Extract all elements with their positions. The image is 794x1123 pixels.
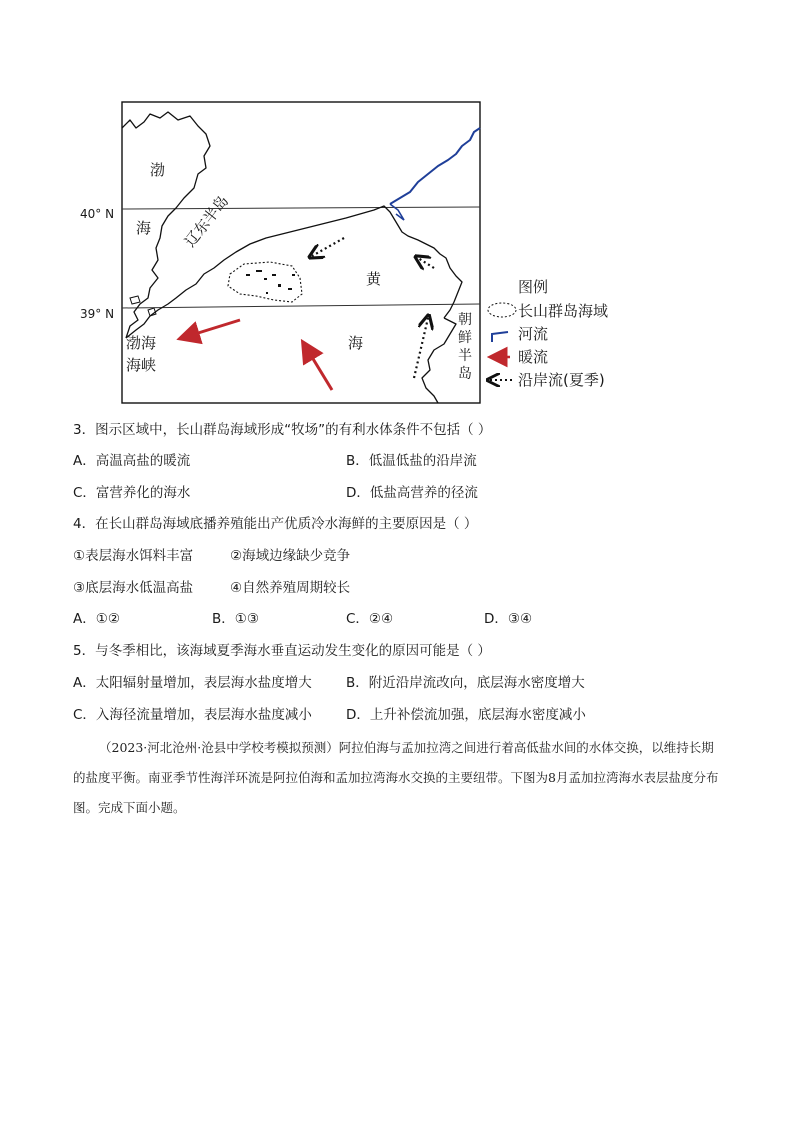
map-figure: [78, 98, 638, 408]
question-4-option-d: D．③④: [484, 611, 533, 627]
legend-item-coastal-current: 沿岸流(夏季): [518, 371, 605, 389]
label-liaodong-peninsula: 辽东半岛: [180, 192, 233, 251]
question-4-statement-1: ①表层海水饵料丰富: [73, 548, 194, 564]
legend-river-icon: [492, 332, 508, 342]
legend-item-river: 河流: [518, 325, 549, 343]
map-frame: [122, 102, 480, 403]
question-4-stem: 4．在长山群岛海域底播养殖能出产优质冷水海鲜的主要原因是（ ）: [73, 516, 478, 532]
legend: [488, 278, 608, 389]
label-bohai-strait-1: 渤海: [126, 334, 157, 352]
question-3-option-a: A．高温高盐的暖流: [73, 453, 191, 469]
question-4-statement-4: ④自然养殖周期较长: [230, 580, 351, 596]
label-bo: 渤: [150, 161, 166, 179]
label-bohai-strait-2: 海峡: [126, 356, 157, 374]
legend-dotted-area-icon: [488, 303, 516, 317]
question-4-option-c: C．②④: [346, 611, 394, 627]
question-3-option-c: C．富营养化的海水: [73, 485, 191, 501]
question-4-statement-2: ②海域边缘缺少竞争: [230, 548, 351, 564]
label-hai: 海: [136, 219, 152, 237]
label-huang: 黄: [366, 270, 382, 288]
legend-title: 图例: [518, 278, 549, 296]
latitude-label-39: 39° N: [80, 307, 115, 321]
question-4-option-a: A．①②: [73, 611, 120, 627]
label-korea-1: 朝: [458, 312, 472, 328]
question-5-stem: 5．与冬季相比，该海域夏季海水垂直运动发生变化的原因可能是（ ）: [73, 643, 491, 659]
question-5-option-a: A．太阳辐射量增加，表层海水盐度增大: [73, 675, 312, 691]
question-5-option-b: B．附近沿岸流改向，底层海水密度增大: [346, 675, 585, 691]
question-4-statement-3: ③底层海水低温高盐: [73, 580, 194, 596]
question-3-option-b: B．低温低盐的沿岸流: [346, 453, 477, 469]
question-5-option-c: C．入海径流量增加，表层海水盐度减小: [73, 707, 312, 723]
question-3-stem: 3．图示区域中，长山群岛海域形成“牧场”的有利水体条件不包括（ ）: [73, 422, 492, 438]
question-3-option-d: D．低盐高营养的径流: [346, 485, 478, 501]
label-korea-4: 岛: [458, 366, 472, 382]
label-korea-2: 鲜: [458, 330, 472, 346]
label-korea-3: 半: [458, 348, 472, 364]
question-5-option-d: D．上升补偿流加强，底层海水密度减小: [346, 707, 586, 723]
label-hai-yellow-sea: 海: [348, 334, 364, 352]
question-4-option-b: B．①③: [212, 611, 259, 627]
next-section-intro: （2023·河北沧州·沧县中学校考模拟预测）阿拉伯海与孟加拉湾之间进行着高低盐水间的水体交换，以维持长期的盐度平衡。南亚季节性海洋环流是阿拉伯海和孟加拉湾海水交换的主要纽带。下图为8月孟加拉湾海水表层盐度分布图。完成下面小题。: [73, 740, 719, 815]
latitude-label-40: 40° N: [80, 207, 115, 221]
legend-item-warm-current: 暖流: [518, 348, 549, 366]
legend-item-changshan: 长山群岛海域: [518, 302, 609, 320]
